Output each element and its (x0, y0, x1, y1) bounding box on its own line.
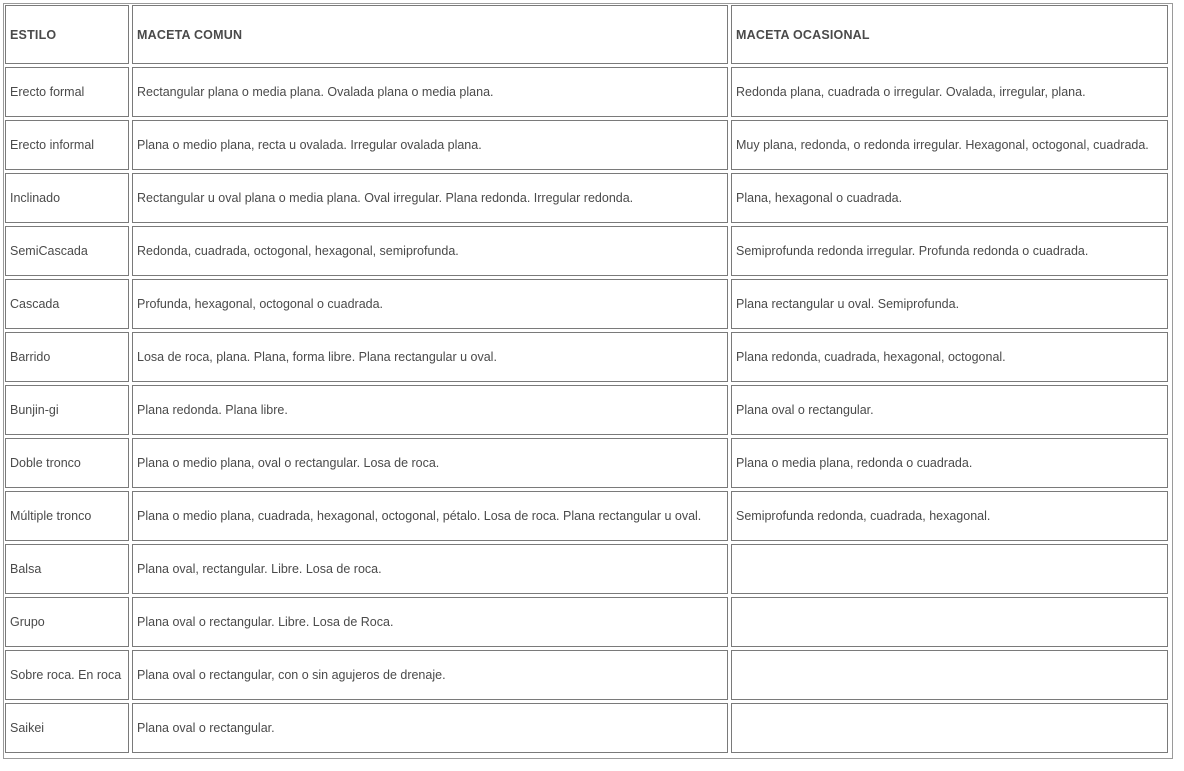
cell-maceta-comun: Plana oval, rectangular. Libre. Losa de roca. (132, 544, 728, 594)
table-row (5, 385, 1168, 435)
cell-estilo: Erecto informal (5, 120, 129, 170)
cell-maceta-ocasional: Plana oval o rectangular. (731, 385, 1168, 435)
table-row (5, 491, 1168, 541)
cell-estilo: Saikei (5, 703, 129, 753)
table-row (5, 544, 1168, 594)
header-row (5, 5, 1168, 64)
table-row (5, 597, 1168, 647)
cell-maceta-comun: Rectangular u oval plana o media plana. Oval irregular. Plana redonda. Irregular redonda. (132, 173, 728, 223)
cell-maceta-ocasional: Redonda plana, cuadrada o irregular. Ovalada, irregular, plana. (731, 67, 1168, 117)
cell-maceta-ocasional (731, 703, 1168, 753)
header-estilo: ESTILO (5, 5, 129, 64)
cell-estilo: Cascada (5, 279, 129, 329)
cell-estilo: Bunjin-gi (5, 385, 129, 435)
table-row (5, 173, 1168, 223)
table-row (5, 67, 1168, 117)
cell-maceta-comun: Plana oval o rectangular, con o sin agujeros de drenaje. (132, 650, 728, 700)
table-row (5, 650, 1168, 700)
header-maceta-comun: MACETA COMUN (132, 5, 728, 64)
cell-maceta-ocasional (731, 597, 1168, 647)
cell-maceta-ocasional (731, 544, 1168, 594)
table-row (5, 703, 1168, 753)
table-row (5, 120, 1168, 170)
cell-maceta-comun: Plana o medio plana, recta u ovalada. Irregular ovalada plana. (132, 120, 728, 170)
cell-maceta-comun: Rectangular plana o media plana. Ovalada plana o media plana. (132, 67, 728, 117)
cell-maceta-comun: Profunda, hexagonal, octogonal o cuadrada. (132, 279, 728, 329)
cell-maceta-ocasional (731, 650, 1168, 700)
cell-maceta-ocasional: Plana, hexagonal o cuadrada. (731, 173, 1168, 223)
cell-maceta-ocasional: Plana o media plana, redonda o cuadrada. (731, 438, 1168, 488)
cell-maceta-ocasional: Muy plana, redonda, o redonda irregular. Hexagonal, octogonal, cuadrada. (731, 120, 1168, 170)
pot-styles-table (2, 2, 1171, 756)
table-row (5, 438, 1168, 488)
cell-estilo: Grupo (5, 597, 129, 647)
cell-maceta-comun: Plana redonda. Plana libre. (132, 385, 728, 435)
cell-maceta-ocasional: Semiprofunda redonda irregular. Profunda redonda o cuadrada. (731, 226, 1168, 276)
cell-maceta-comun: Plana oval o rectangular. Libre. Losa de Roca. (132, 597, 728, 647)
table-row (5, 226, 1168, 276)
cell-maceta-comun: Plana oval o rectangular. (132, 703, 728, 753)
cell-maceta-comun: Redonda, cuadrada, octogonal, hexagonal, semiprofunda. (132, 226, 728, 276)
cell-maceta-comun: Plana o medio plana, oval o rectangular. Losa de roca. (132, 438, 728, 488)
cell-maceta-comun: Losa de roca, plana. Plana, forma libre. Plana rectangular u oval. (132, 332, 728, 382)
table-row (5, 332, 1168, 382)
cell-estilo: Barrido (5, 332, 129, 382)
cell-estilo: SemiCascada (5, 226, 129, 276)
cell-estilo: Inclinado (5, 173, 129, 223)
cell-maceta-ocasional: Plana rectangular u oval. Semiprofunda. (731, 279, 1168, 329)
header-maceta-ocasional: MACETA OCASIONAL (731, 5, 1168, 64)
cell-maceta-ocasional: Semiprofunda redonda, cuadrada, hexagonal. (731, 491, 1168, 541)
cell-maceta-ocasional: Plana redonda, cuadrada, hexagonal, octogonal. (731, 332, 1168, 382)
cell-estilo: Múltiple tronco (5, 491, 129, 541)
cell-estilo: Sobre roca. En roca (5, 650, 129, 700)
cell-estilo: Erecto formal (5, 67, 129, 117)
cell-estilo: Balsa (5, 544, 129, 594)
cell-maceta-comun: Plana o medio plana, cuadrada, hexagonal, octogonal, pétalo. Losa de roca. Plana rectangular u oval. (132, 491, 728, 541)
table-row (5, 279, 1168, 329)
cell-estilo: Doble tronco (5, 438, 129, 488)
